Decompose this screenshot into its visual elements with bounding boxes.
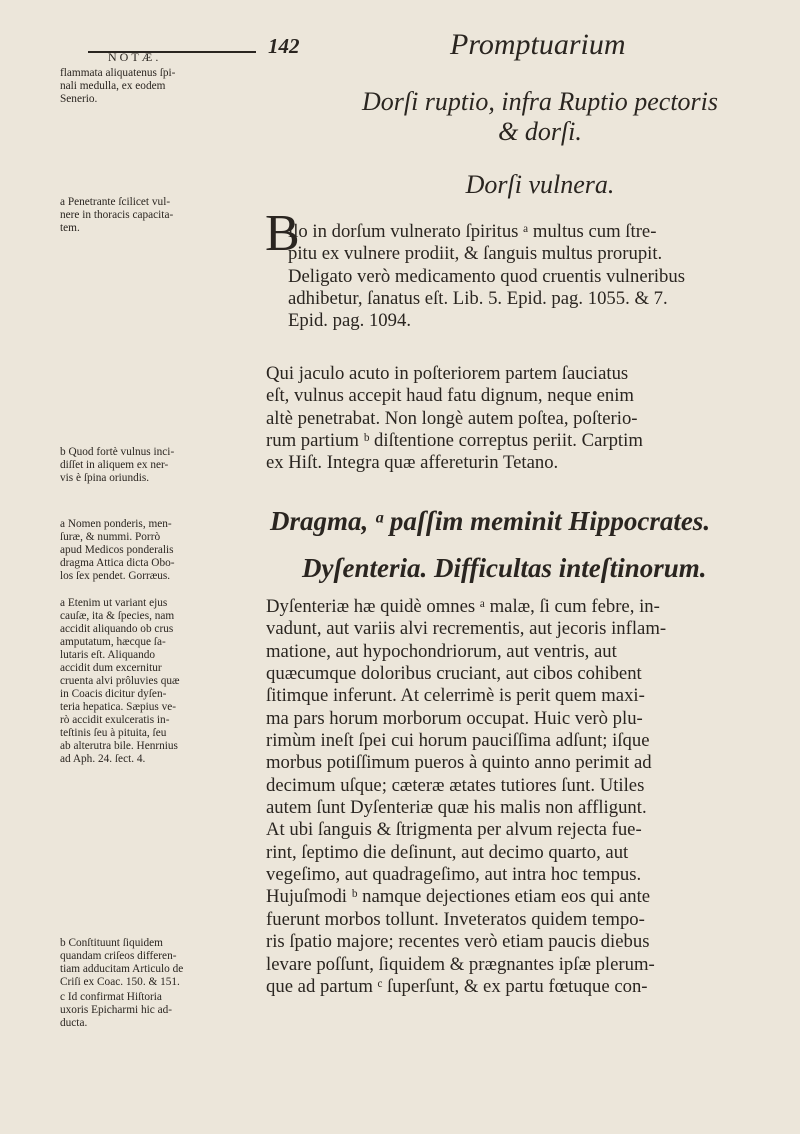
paragraph-dysenteria: Dyſenteriæ hæ quidè omnes ᵃ malæ, ſi cum febre, in- vadunt, aut variis alvi recrementis, aut jecoris inflam- matione, aut hypochondriorum, aut ventris, aut quæcumque doloribus cruciant, aut cibos cohibent ſitimque inferunt. At celerrimè is perit quem maxi- ma pars horum morborum occupat. Huic verò plu- rimùm ineſt ſpei cui horum pauciſſima adſunt; iſque morbus potiſſimum pueros à quinto anno perimit ad decimum uſque; cæteræ ætates tutiores ſunt. Utiles autem ſunt Dyſenteriæ quæ his malis non affligunt. At ubi ſanguis & ſtrigmenta per alvum rejecta fue- rint, ſeptimo die deſinunt, aut decimo quarto, aut vegeſimo, aut quadrageſimo, aut intra hoc tempus. Hujuſmodi ᵇ namque dejectiones etiam eos qui ante fuerunt morbos tollunt. Inveteratos quidem tempo- ris ſpatio majore; recentes verò etiam paucis diebus levare poſſunt, ſiquidem & prægnantes ipſæ plerum- que ad partum ᶜ ſuperſunt, & ex partu fœtuque con- (266, 596, 667, 997)
margin-note-a1: a Penetrante ſcilicet vul- nere in thoracis capacita- tem. (60, 196, 174, 234)
notae-label: NOTÆ. (108, 50, 162, 64)
drop-cap: B (265, 205, 300, 262)
margin-note-c: c Id confirmat Hiſtoria uxoris Epicharmi hic ad- ducta. (60, 991, 172, 1029)
heading-dorsi-ruptio: Dorſi ruptio, infra Ruptio pectoris & dorſi. (361, 87, 719, 146)
margin-note-top: flammata aliquatenus ſpi- nali medulla, ex eodem Senerio. (60, 67, 176, 105)
heading-dysenteria: Dyſenteria. Difficultas inteſtinorum. (302, 553, 707, 583)
margin-note-b2: b Conſtituunt ſiquidem quandam criſeos differen- tiam adducitam Articulo de Criſi ex Coac. 150. & 151. (60, 937, 184, 988)
page-number: 142 (268, 34, 300, 58)
running-head: Promptuarium (450, 28, 626, 61)
heading-dorsi-vulnera: Dorſi vulnera. (465, 170, 615, 199)
heading-dragma: Dragma, ᵃ paſſim meminit Hippocrates. (270, 506, 711, 536)
margin-note-a3: a Etenim ut variant ejus cauſæ, ita & ſpecies, nam accidit aliquando ob crus amputatum, hæcque ſa- lutaris eſt. Aliquando accidit dum excernitur cruenta alvi prôluvies quæ in Coacis dicitur dyſen- teria hepatica. Sæpius ve- rò accidit exulceratis in- teſtinis ſeu à pituita, ſeu ab alterutra bile. Henrnius ad Aph. 24. ſect. 4. (60, 597, 180, 765)
margin-note-b1: b Quod fortè vulnus inci- diſſet in aliquem ex ner- vis è ſpina oriundis. (60, 446, 175, 484)
paragraph-dorsi-vulnera-2: Qui jaculo acuto in poſteriorem partem ſauciatus eſt, vulnus accepit haud fatu dignum, neque enim altè penetrabat. Non longè autem poſtea, poſterio- rum partium ᵇ diſtentione correptus periit. Carptim ex Hiſt. Integra quæ affereturin Tetano. (266, 363, 643, 474)
margin-note-a2: a Nomen ponderis, men- ſuræ, & nummi. Porrò apud Medicos ponderalis dragma Attica dicta Obo- los ſex pendet. Gorræus. (60, 518, 175, 582)
paragraph-dorsi-vulnera-1: ilo in dorſum vulnerato ſpiritus ᵃ multus cum ſtre- pitu ex vulnere prodiit, & ſanguis multus prorupit. Deligato verò medicamento quod cruentis vulneribus adhibetur, ſanatus eſt. Lib. 5. Epid. pag. 1055. & 7. Epid. pag. 1094. (288, 221, 685, 332)
